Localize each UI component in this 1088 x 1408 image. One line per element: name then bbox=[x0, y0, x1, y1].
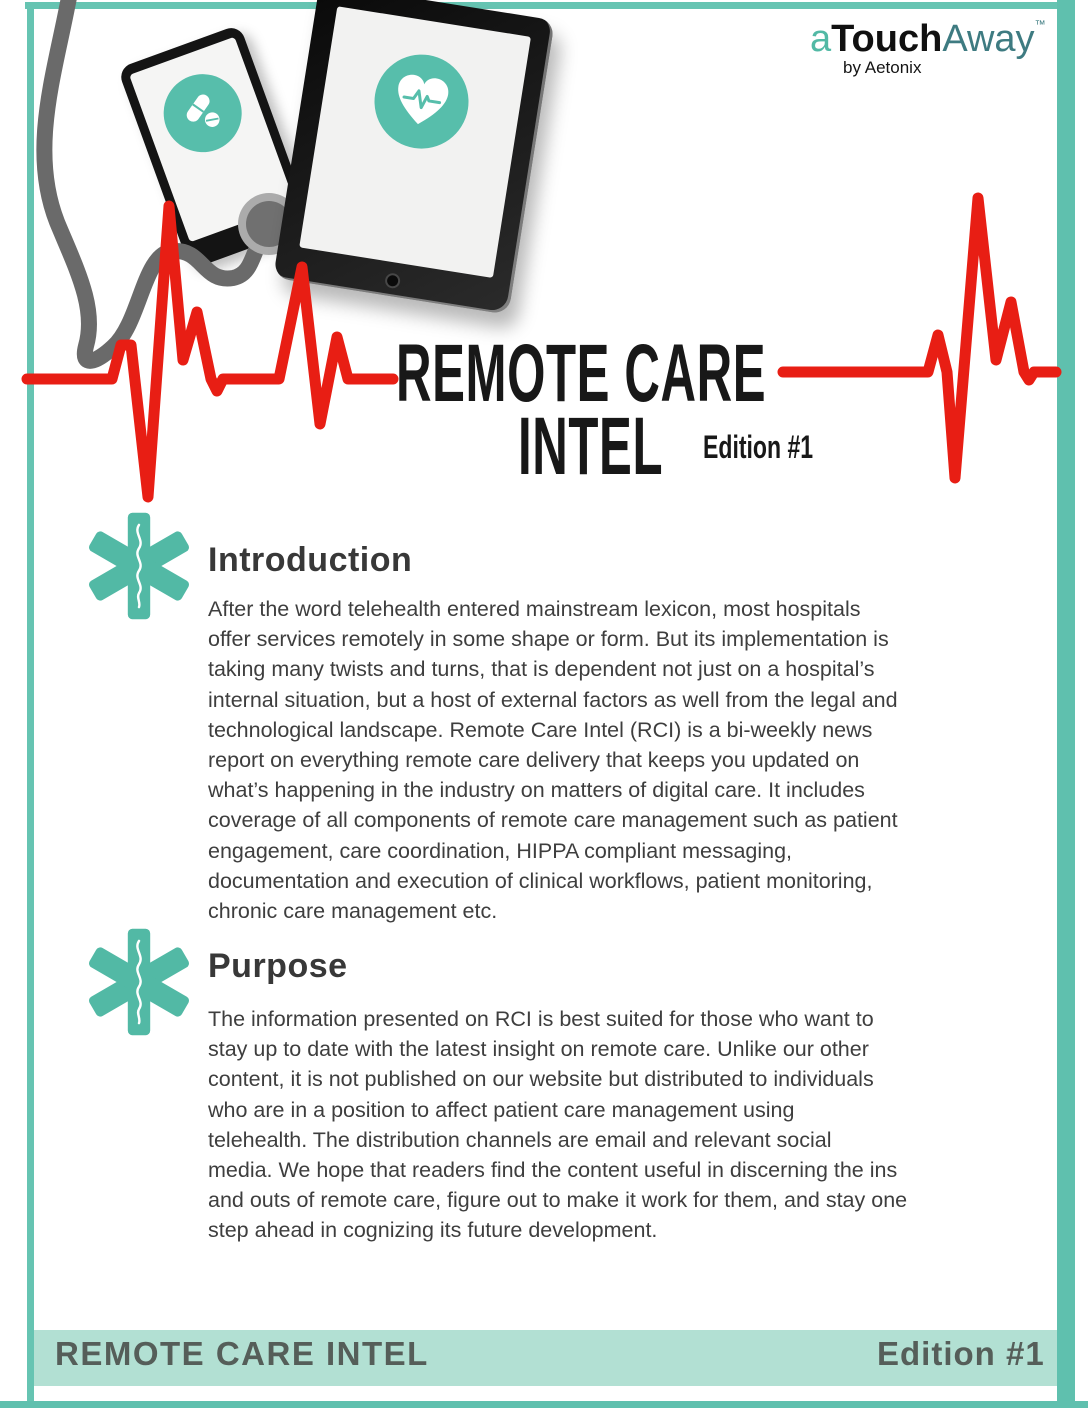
logo-away: Away bbox=[942, 18, 1035, 60]
logo-byline: by Aetonix bbox=[843, 58, 922, 77]
home-button-icon bbox=[384, 272, 401, 289]
page-title-line2: INTEL bbox=[518, 401, 664, 492]
logo-touch: Touch bbox=[831, 18, 943, 60]
phone-screen bbox=[129, 37, 295, 243]
bottom-border bbox=[0, 1401, 1088, 1408]
star-of-life-icon bbox=[83, 926, 195, 1038]
tablet-illustration bbox=[273, 0, 555, 315]
right-border bbox=[1057, 0, 1075, 1408]
trademark-symbol: ™ bbox=[1034, 19, 1046, 31]
introduction-paragraph: After the word telehealth entered mainstream lexicon, most hospitals offer services remotely in some shape or form. But its implementation is taking many twists and turns, that is dependent not just on a hospital’s internal situation, but a host of external factors as well from the legal and technological landscape. Remote Care Intel (RCI) is a bi-weekly news report on everything remote care delivery that keeps you updated on what’s happening in the industry on matters of digital care. It includes coverage of all components of remote care management such as patient engagement, care coordination, HIPPA compliant messaging, documentation and execution of clinical workflows, patient monitoring, chronic care management etc. bbox=[208, 597, 898, 924]
purpose-paragraph: The information presented on RCI is best suited for those who want to stay up to date with the latest insight on remote care. Unlike our other content, it is not published on our website but distributed to individuals who are in a position to affect patient care management using telehealth. The distribution channels are email and relevant social media. We hope that readers find the content useful in discerning the ins and outs of remote care, figure out to make it work for them, and stay one step ahead in cognizing its future development. bbox=[208, 1007, 908, 1243]
introduction-heading: Introduction bbox=[208, 541, 413, 579]
footer-title: REMOTE CARE INTEL bbox=[55, 1335, 429, 1372]
tablet-screen bbox=[299, 6, 531, 278]
top-border bbox=[25, 2, 1075, 9]
page-title-line1: REMOTE CARE bbox=[396, 328, 767, 419]
logo-a: a bbox=[810, 18, 832, 60]
brand-logo bbox=[810, 20, 1046, 78]
footer-edition: Edition #1 bbox=[877, 1335, 1045, 1372]
edition-label: Edition #1 bbox=[703, 429, 814, 465]
heart-pulse-icon bbox=[368, 48, 476, 156]
logo-wordmark bbox=[810, 20, 1046, 58]
star-of-life-icon bbox=[83, 510, 195, 622]
purpose-heading: Purpose bbox=[208, 947, 348, 985]
pills-icon bbox=[153, 63, 253, 163]
left-border bbox=[27, 2, 34, 1408]
